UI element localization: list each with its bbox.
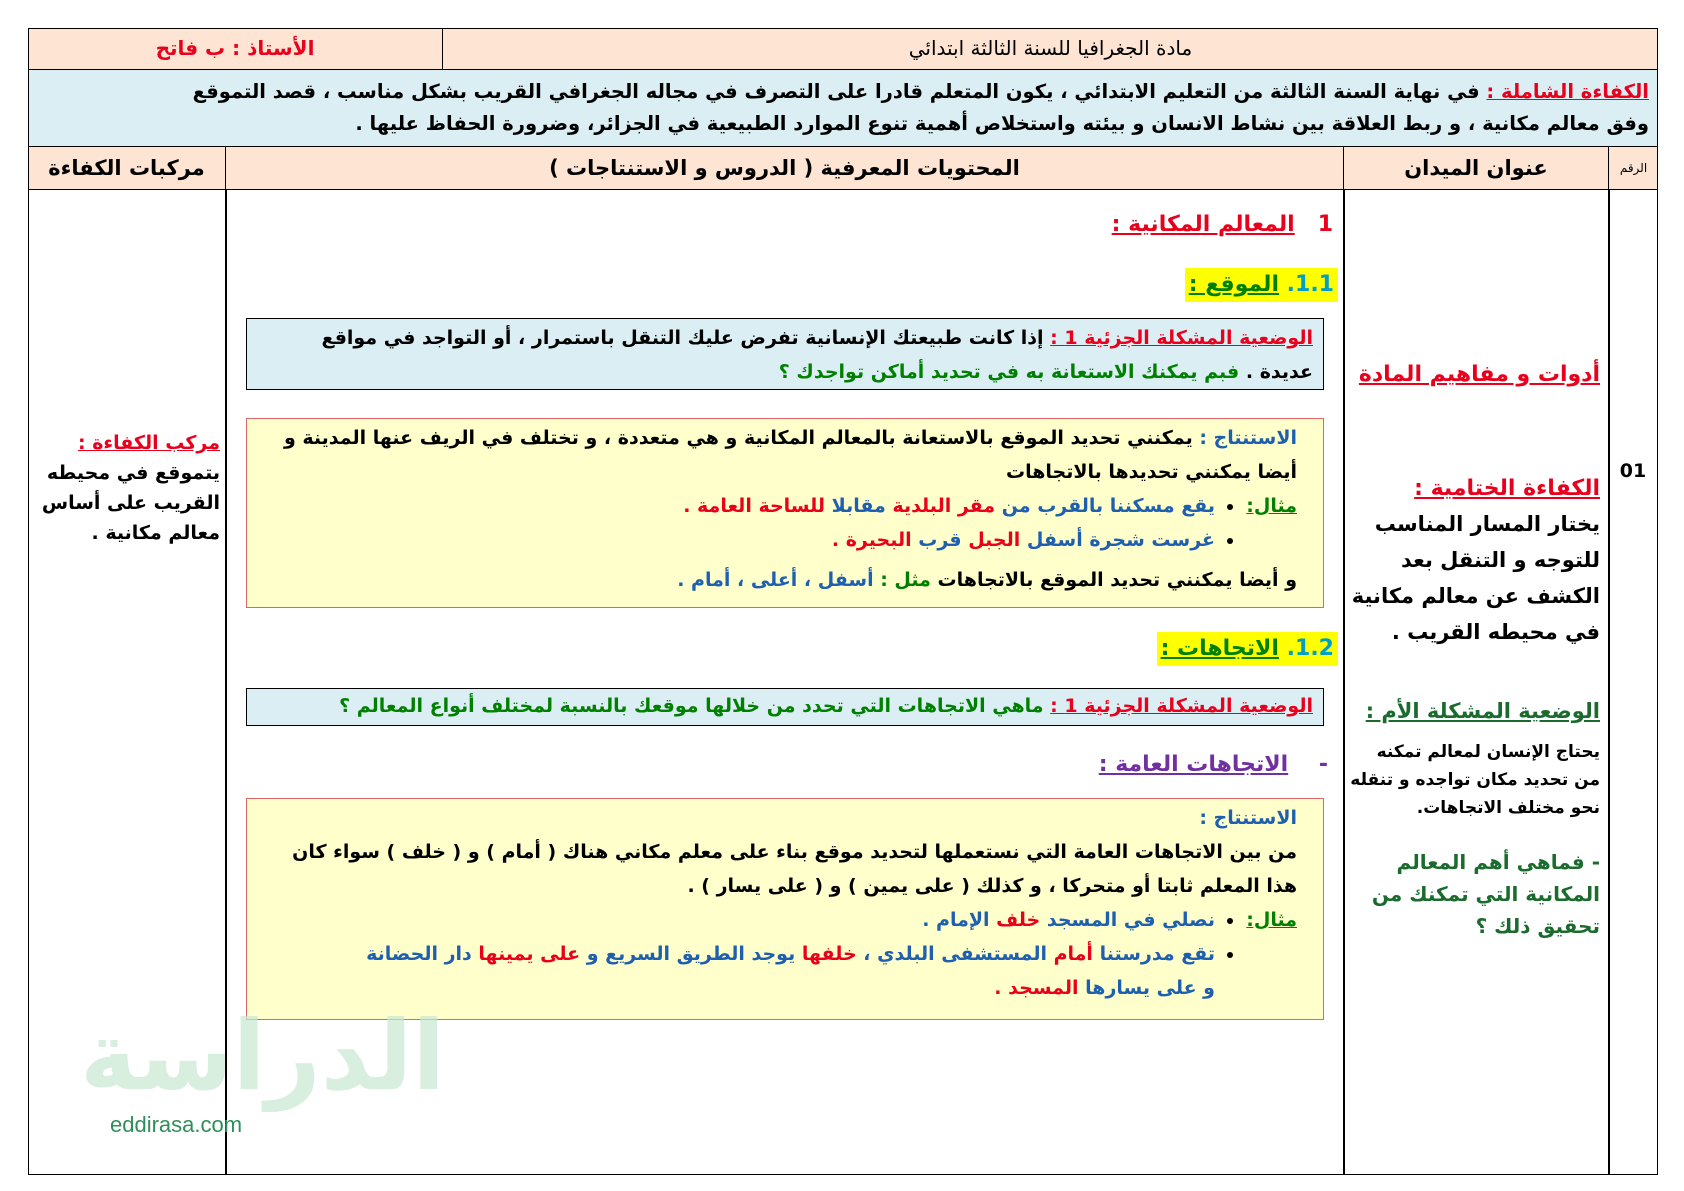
conclusion-1-dir-c: أسفل ، أعلى ، أمام . xyxy=(677,569,874,591)
problem-1-text2b: فبم يمكنك الاستعانة به في تحديد أماكن تواجدك ؟ xyxy=(778,361,1240,383)
example-text: الجبل xyxy=(968,529,1021,551)
teacher-name: الأستاذ : ب فاتح xyxy=(155,36,315,60)
example-text: المستشفى البلدي ، xyxy=(863,943,1047,965)
example-item xyxy=(366,903,1215,937)
mother-problem-text: يحتاج الإنسان لمعالم تمكنه من تحديد مكان تواجده و تنقله نحو مختلف الاتجاهات. xyxy=(1350,742,1600,818)
example-text: أسفل xyxy=(1026,529,1083,551)
overall-competence-line2: وفق معالم مكانية ، و ربط العلاقة بين نشاط الانسان و بيئته واستخلاص أهمية تنوع الموارد الطبيعية في الجزائر، وضرورة الحفاظ عليها . xyxy=(355,112,1649,135)
problem-1-label: الوضعية المشكلة الجزئية 1 : xyxy=(1050,327,1313,349)
example-text: خلفها xyxy=(801,943,857,965)
field-column xyxy=(1348,358,1600,942)
subheading-1-1 xyxy=(1118,268,1338,302)
mother-problem-question: - فماهي أهم المعالم المكانية التي تمكنك من تحقيق ذلك ؟ xyxy=(1371,850,1600,938)
general-directions-heading xyxy=(1018,748,1328,782)
problem-2-label: الوضعية المشكلة الجزئية 1 : xyxy=(1050,695,1313,717)
example-text: للساحة العامة . xyxy=(683,495,826,517)
watermark-logo: الدراسة xyxy=(80,1000,446,1112)
example-item xyxy=(683,489,1215,523)
example-item xyxy=(366,937,1215,1005)
general-dash: - xyxy=(1318,752,1328,777)
conclusion-2-text2: هذا المعلم ثابتا أو متحركا ، و كذلك ( على يمين ) و ( على يسار ) . xyxy=(687,875,1297,897)
mother-problem-label: الوضعية المشكلة الأم : xyxy=(1365,699,1600,723)
heading-1 xyxy=(1058,208,1333,242)
heading-1-text: المعالم المكانية : xyxy=(1111,212,1295,237)
example-text: مقابلا xyxy=(831,495,886,517)
overall-competence-label: الكفاءة الشاملة : xyxy=(1486,80,1649,103)
col-content: المحتويات المعرفية ( الدروس و الاستنتاجات ) xyxy=(225,146,1343,190)
example-text: دار الحضانة xyxy=(366,943,472,965)
example-text: تقع مدرستنا xyxy=(1099,943,1215,965)
conclusion-1-dir-a: و أيضا يمكنني تحديد الموقع بالاتجاهات xyxy=(937,569,1297,591)
subject-cell xyxy=(443,28,1658,70)
subject-title: مادة الجغرافيا للسنة الثالثة ابتدائي xyxy=(908,36,1193,60)
col-components: مركبات الكفاءة xyxy=(48,156,205,180)
component-text: يتموقع في محيطه القريب على أساس معالم مكانية . xyxy=(41,462,220,544)
field-title: أدوات و مفاهيم المادة xyxy=(1358,362,1600,387)
component-column xyxy=(34,428,220,548)
row-number: 01 xyxy=(1619,460,1647,482)
problem-box-1 xyxy=(246,318,1324,390)
conclusion-1-dir-b: مثل : xyxy=(880,569,931,591)
conclusion-1-text2: أيضا يمكنني تحديدها بالاتجاهات xyxy=(1005,461,1297,483)
example-text: خلف xyxy=(996,909,1041,931)
col-number: الرقم xyxy=(1608,146,1658,190)
example-text: على يمينها xyxy=(478,943,581,965)
example-item xyxy=(683,523,1215,557)
example-text: نصلي في المسجد xyxy=(1046,909,1215,931)
example-label: مثال: xyxy=(1246,495,1297,517)
subheading-1-2-number: 1.2. xyxy=(1286,636,1334,661)
subheading-1-2-text: الاتجاهات : xyxy=(1160,636,1279,661)
example-text: غرست شجرة xyxy=(1089,529,1215,551)
conclusion-2-label: الاستنتاج : xyxy=(1199,807,1297,829)
problem-1-text1: إذا كانت طبيعتك الإنسانية تفرض عليك التنقل باستمرار ، أو التواجد في مواقع xyxy=(321,327,1044,349)
example-text: يوجد الطريق السريع و xyxy=(586,943,796,965)
final-competence-label: الكفاءة الختامية : xyxy=(1414,476,1600,501)
subheading-1-2 xyxy=(1088,632,1338,666)
col-field-title: عنوان الميدان xyxy=(1343,146,1608,190)
example-label: مثال: xyxy=(1246,909,1297,931)
example-text: المسجد . xyxy=(994,977,1079,999)
overall-competence xyxy=(28,69,1658,147)
conclusion-box-2 xyxy=(246,798,1324,1020)
general-directions-text: الاتجاهات العامة : xyxy=(1098,752,1289,777)
final-competence-text: يختار المسار المناسب للتوجه و التنقل بعد الكشف عن معالم مكانية في محيطه القريب . xyxy=(1351,512,1600,644)
watermark-url: eddirasa.com xyxy=(110,1112,243,1137)
example-text: مقر البلدية xyxy=(892,495,996,517)
heading-1-number: 1 xyxy=(1317,212,1333,237)
problem-1-text2a: عديدة . xyxy=(1245,361,1313,383)
problem-box-2 xyxy=(246,688,1324,726)
divider xyxy=(1343,189,1345,1175)
example-text: قرب xyxy=(918,529,962,551)
overall-competence-line1: في نهاية السنة الثالثة من التعليم الابتدائي ، يكون المتعلم قادرا على التصرف في مجاله الجغرافي القريب بشكل مناسب ، قصد التموقع xyxy=(192,80,1480,103)
example-text: يقع مسكننا بالقرب من xyxy=(1001,495,1215,517)
conclusion-1-label: الاستنتاج : xyxy=(1199,427,1297,449)
conclusion-2-text1: من بين الاتجاهات العامة التي نستعملها لتحديد موقع بناء على معلم مكاني هناك ( أمام ) و ( خلف ) سواء كان xyxy=(292,841,1297,863)
divider xyxy=(1608,189,1610,1175)
example-text: أمام xyxy=(1053,943,1093,965)
example-text: البحيرة . xyxy=(831,529,912,551)
subheading-1-1-text: الموقع : xyxy=(1188,272,1279,297)
problem-2-text: ماهي الاتجاهات التي تحدد من خلالها موقعك بالنسبة لمختلف أنواع المعالم ؟ xyxy=(339,695,1044,717)
conclusion-box-1 xyxy=(246,418,1324,608)
component-label: مركب الكفاءة : xyxy=(77,432,220,454)
subheading-1-1-number: 1.1. xyxy=(1286,272,1334,297)
conclusion-1-text1: يمكنني تحديد الموقع بالاستعانة بالمعالم المكانية و هي متعددة ، و تختلف في الريف عنها المدينة و xyxy=(283,427,1193,449)
teacher-cell xyxy=(28,28,443,70)
example-text: و على يسارها xyxy=(1085,977,1215,999)
example-text: الإمام . xyxy=(922,909,990,931)
